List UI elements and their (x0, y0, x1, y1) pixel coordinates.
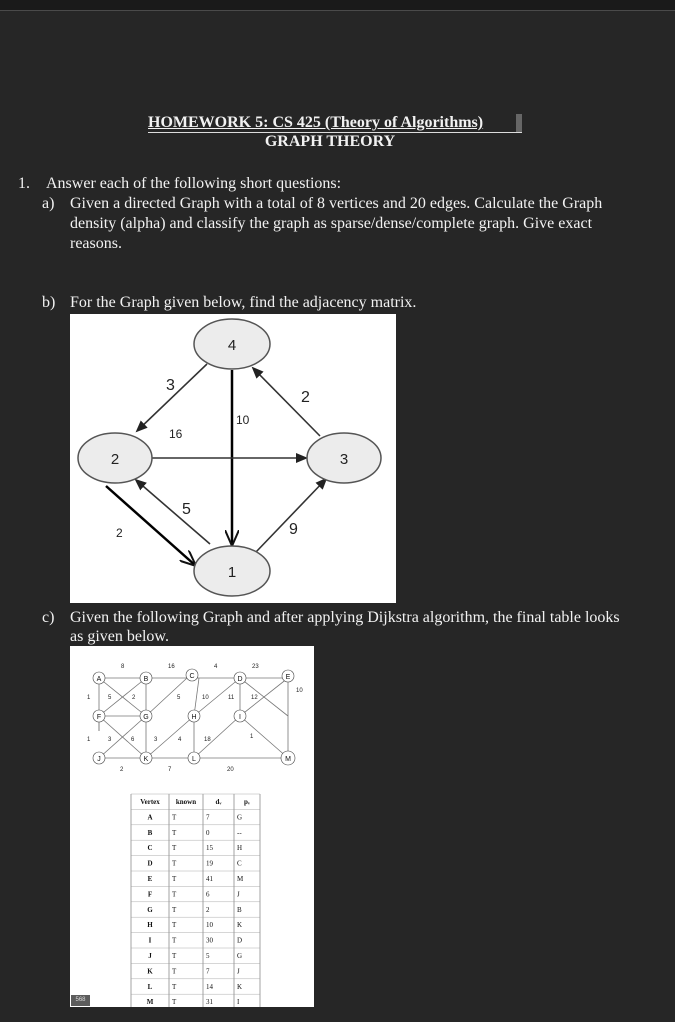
svg-text:G: G (143, 714, 149, 721)
graph-c-weight: 1 (87, 695, 91, 701)
weight-4-2: 3 (166, 377, 175, 394)
table-header-cell: Vertex (140, 798, 160, 806)
edge-1-to-3 (256, 479, 326, 552)
table-cell: T (172, 936, 177, 945)
table-header-cell: dᵥ (215, 798, 222, 806)
svg-text:E: E (285, 674, 291, 681)
table-cell: 0 (206, 828, 210, 837)
graph-c-node-g (140, 710, 152, 722)
table-cell: L (147, 982, 153, 991)
table-cell: B (237, 905, 242, 914)
table-cell: J (237, 890, 240, 899)
table-cell: E (147, 875, 153, 883)
svg-text:4: 4 (227, 337, 237, 354)
table-cell: 41 (206, 875, 213, 883)
graph-c-node-c (186, 669, 198, 681)
svg-text:D: D (237, 676, 243, 683)
table-cell: 10 (206, 921, 213, 930)
graph-c-weight: 4 (178, 737, 182, 743)
svg-text:M: M (285, 756, 291, 763)
edge-4-to-2 (137, 364, 207, 431)
part-b-text: For the Graph given below, find the adjacency matrix. (70, 294, 417, 311)
table-cell: K (237, 921, 243, 930)
table-cell: T (172, 998, 177, 1007)
table-cell: I (237, 998, 240, 1007)
table-cell: D (147, 859, 153, 868)
homework-title: HOMEWORK 5: CS 425 (Theory of Algorithms) (148, 114, 522, 133)
graph-b-node-4 (194, 319, 270, 369)
part-a-line-2: density (alpha) and classify the graph as sparse/dense/complete graph. Give exact (70, 215, 593, 232)
table-cell: K (147, 967, 153, 976)
part-c-label: c) (42, 609, 55, 626)
graph-c-weight: 2 (132, 695, 136, 701)
table-cell: G (147, 905, 153, 914)
table-cell: T (172, 982, 177, 991)
svg-text:A: A (96, 676, 102, 683)
graph-c-node-b (140, 672, 152, 684)
table-cell: J (148, 952, 152, 960)
table-cell: F (147, 890, 153, 899)
graph-c-weight: 5 (177, 695, 181, 701)
part-b-label: b) (42, 294, 56, 311)
table-cell: T (172, 952, 177, 960)
graph-c-weight: 23 (252, 664, 259, 670)
graph-c-figure (70, 646, 314, 1007)
graph-c-weight: 5 (108, 695, 112, 701)
part-a-label: a) (42, 195, 55, 212)
table-cell: 30 (206, 936, 213, 945)
graph-b-figure (70, 314, 396, 603)
graph-c-weight: 7 (168, 767, 172, 773)
graph-c-weight: 1 (250, 734, 254, 740)
table-cell: T (172, 921, 177, 930)
weight-5: 5 (182, 501, 191, 518)
table-cell: 19 (206, 859, 213, 868)
table-cell: T (172, 905, 177, 914)
table-cell: T (172, 967, 177, 976)
part-c-line-2: as given below. (70, 628, 169, 645)
graph-c-weight: 1 (87, 737, 91, 743)
table-cell: T (172, 844, 177, 853)
table-cell: T (172, 859, 177, 868)
graph-c-node-m (281, 751, 295, 765)
part-a-line-3: reasons. (70, 235, 122, 252)
table-cell: J (237, 967, 240, 976)
table-cell: G (237, 813, 243, 822)
graph-c-svg (70, 646, 314, 1007)
part-a-line-1: Given a directed Graph with a total of 8 vertices and 20 edges. Calculate the Graph (70, 195, 603, 212)
question-1-number: 1. (18, 175, 30, 192)
table-cell: 5 (206, 952, 210, 960)
weight-10: 10 (236, 413, 250, 427)
dijkstra-table (131, 794, 260, 1007)
question-1-intro: Answer each of the following short questions: (46, 175, 342, 192)
graph-c-node-a (93, 672, 105, 684)
graph-c-weight: 12 (251, 695, 258, 701)
table-header-cell: known (175, 798, 197, 806)
svg-text:1: 1 (227, 564, 237, 581)
table-cell: H (147, 921, 153, 930)
svg-text:3: 3 (339, 451, 349, 468)
edge-3-to-4 (253, 368, 320, 436)
table-cell: I (148, 936, 152, 945)
table-cell: G (237, 952, 243, 960)
table-cell: M (237, 875, 244, 883)
table-cell: 31 (206, 998, 213, 1007)
weight-16: 16 (169, 427, 183, 441)
graph-c-node-l (188, 752, 200, 764)
page-number-badge: 568 (71, 995, 90, 1006)
graph-c-node-f (93, 710, 105, 722)
graph-c-node-j (93, 752, 105, 764)
svg-text:I: I (239, 714, 241, 721)
table-cell: 6 (206, 890, 210, 899)
table-cell: 14 (206, 982, 213, 991)
table-cell: C (147, 844, 153, 853)
graph-c-weight: 11 (228, 695, 235, 701)
weight-9: 9 (289, 521, 298, 538)
table-cell: 7 (206, 967, 210, 976)
svg-text:B: B (143, 676, 149, 683)
table-cell: A (147, 813, 153, 822)
table-cell: 7 (206, 813, 210, 822)
graph-c-node-e (282, 670, 294, 682)
table-cell: M (146, 998, 154, 1007)
graph-c-weight: 10 (296, 688, 303, 694)
graph-c-weight: 3 (154, 737, 158, 743)
table-cell: T (172, 813, 177, 822)
graph-c-node-k (140, 752, 152, 764)
graph-c-weight: 10 (202, 695, 209, 701)
table-cell: C (237, 859, 242, 868)
graph-b-node-2 (78, 433, 152, 483)
table-cell: H (237, 844, 243, 853)
graph-c-weight: 2 (120, 767, 124, 773)
svg-text:2: 2 (110, 451, 120, 468)
svg-text:H: H (191, 714, 197, 721)
graph-c-weight: 4 (214, 664, 218, 670)
graph-c-node-i (234, 710, 246, 722)
table-cell: T (172, 875, 177, 883)
graph-theory-subtitle: GRAPH THEORY (264, 133, 396, 150)
graph-c-node-h (188, 710, 200, 722)
graph-c-node-d (234, 672, 246, 684)
graph-c-weight: 18 (204, 737, 211, 743)
svg-text:J: J (97, 756, 101, 763)
table-cell: T (172, 828, 177, 837)
graph-b-svg (70, 314, 396, 603)
graph-c-weight: 3 (108, 737, 112, 743)
table-cell: T (172, 890, 177, 899)
edge-1-to-2 (136, 480, 210, 544)
svg-text:C: C (189, 673, 195, 680)
graph-b-node-1 (194, 546, 270, 596)
part-c-line-1: Given the following Graph and after applying Dijkstra algorithm, the final table looks (70, 609, 620, 626)
table-cell: 2 (206, 905, 210, 914)
svg-text:K: K (143, 756, 149, 763)
table-header-cell: pᵥ (244, 798, 250, 806)
weight-2-1: 2 (116, 526, 123, 540)
table-cell: K (237, 982, 243, 991)
graph-b-node-3 (307, 433, 381, 483)
table-cell: -- (237, 828, 242, 837)
table-cell: 15 (206, 844, 213, 853)
svg-text:F: F (96, 714, 102, 721)
top-bar (0, 0, 675, 11)
graph-c-weight: 20 (227, 767, 234, 773)
graph-c-weight: 6 (131, 737, 135, 743)
graph-c-weight: 8 (121, 664, 125, 670)
table-cell: D (237, 936, 243, 945)
table-cell: B (147, 828, 153, 837)
svg-text:L: L (192, 756, 196, 763)
graph-c-weight: 16 (168, 664, 175, 670)
weight-3-4: 2 (301, 389, 310, 406)
